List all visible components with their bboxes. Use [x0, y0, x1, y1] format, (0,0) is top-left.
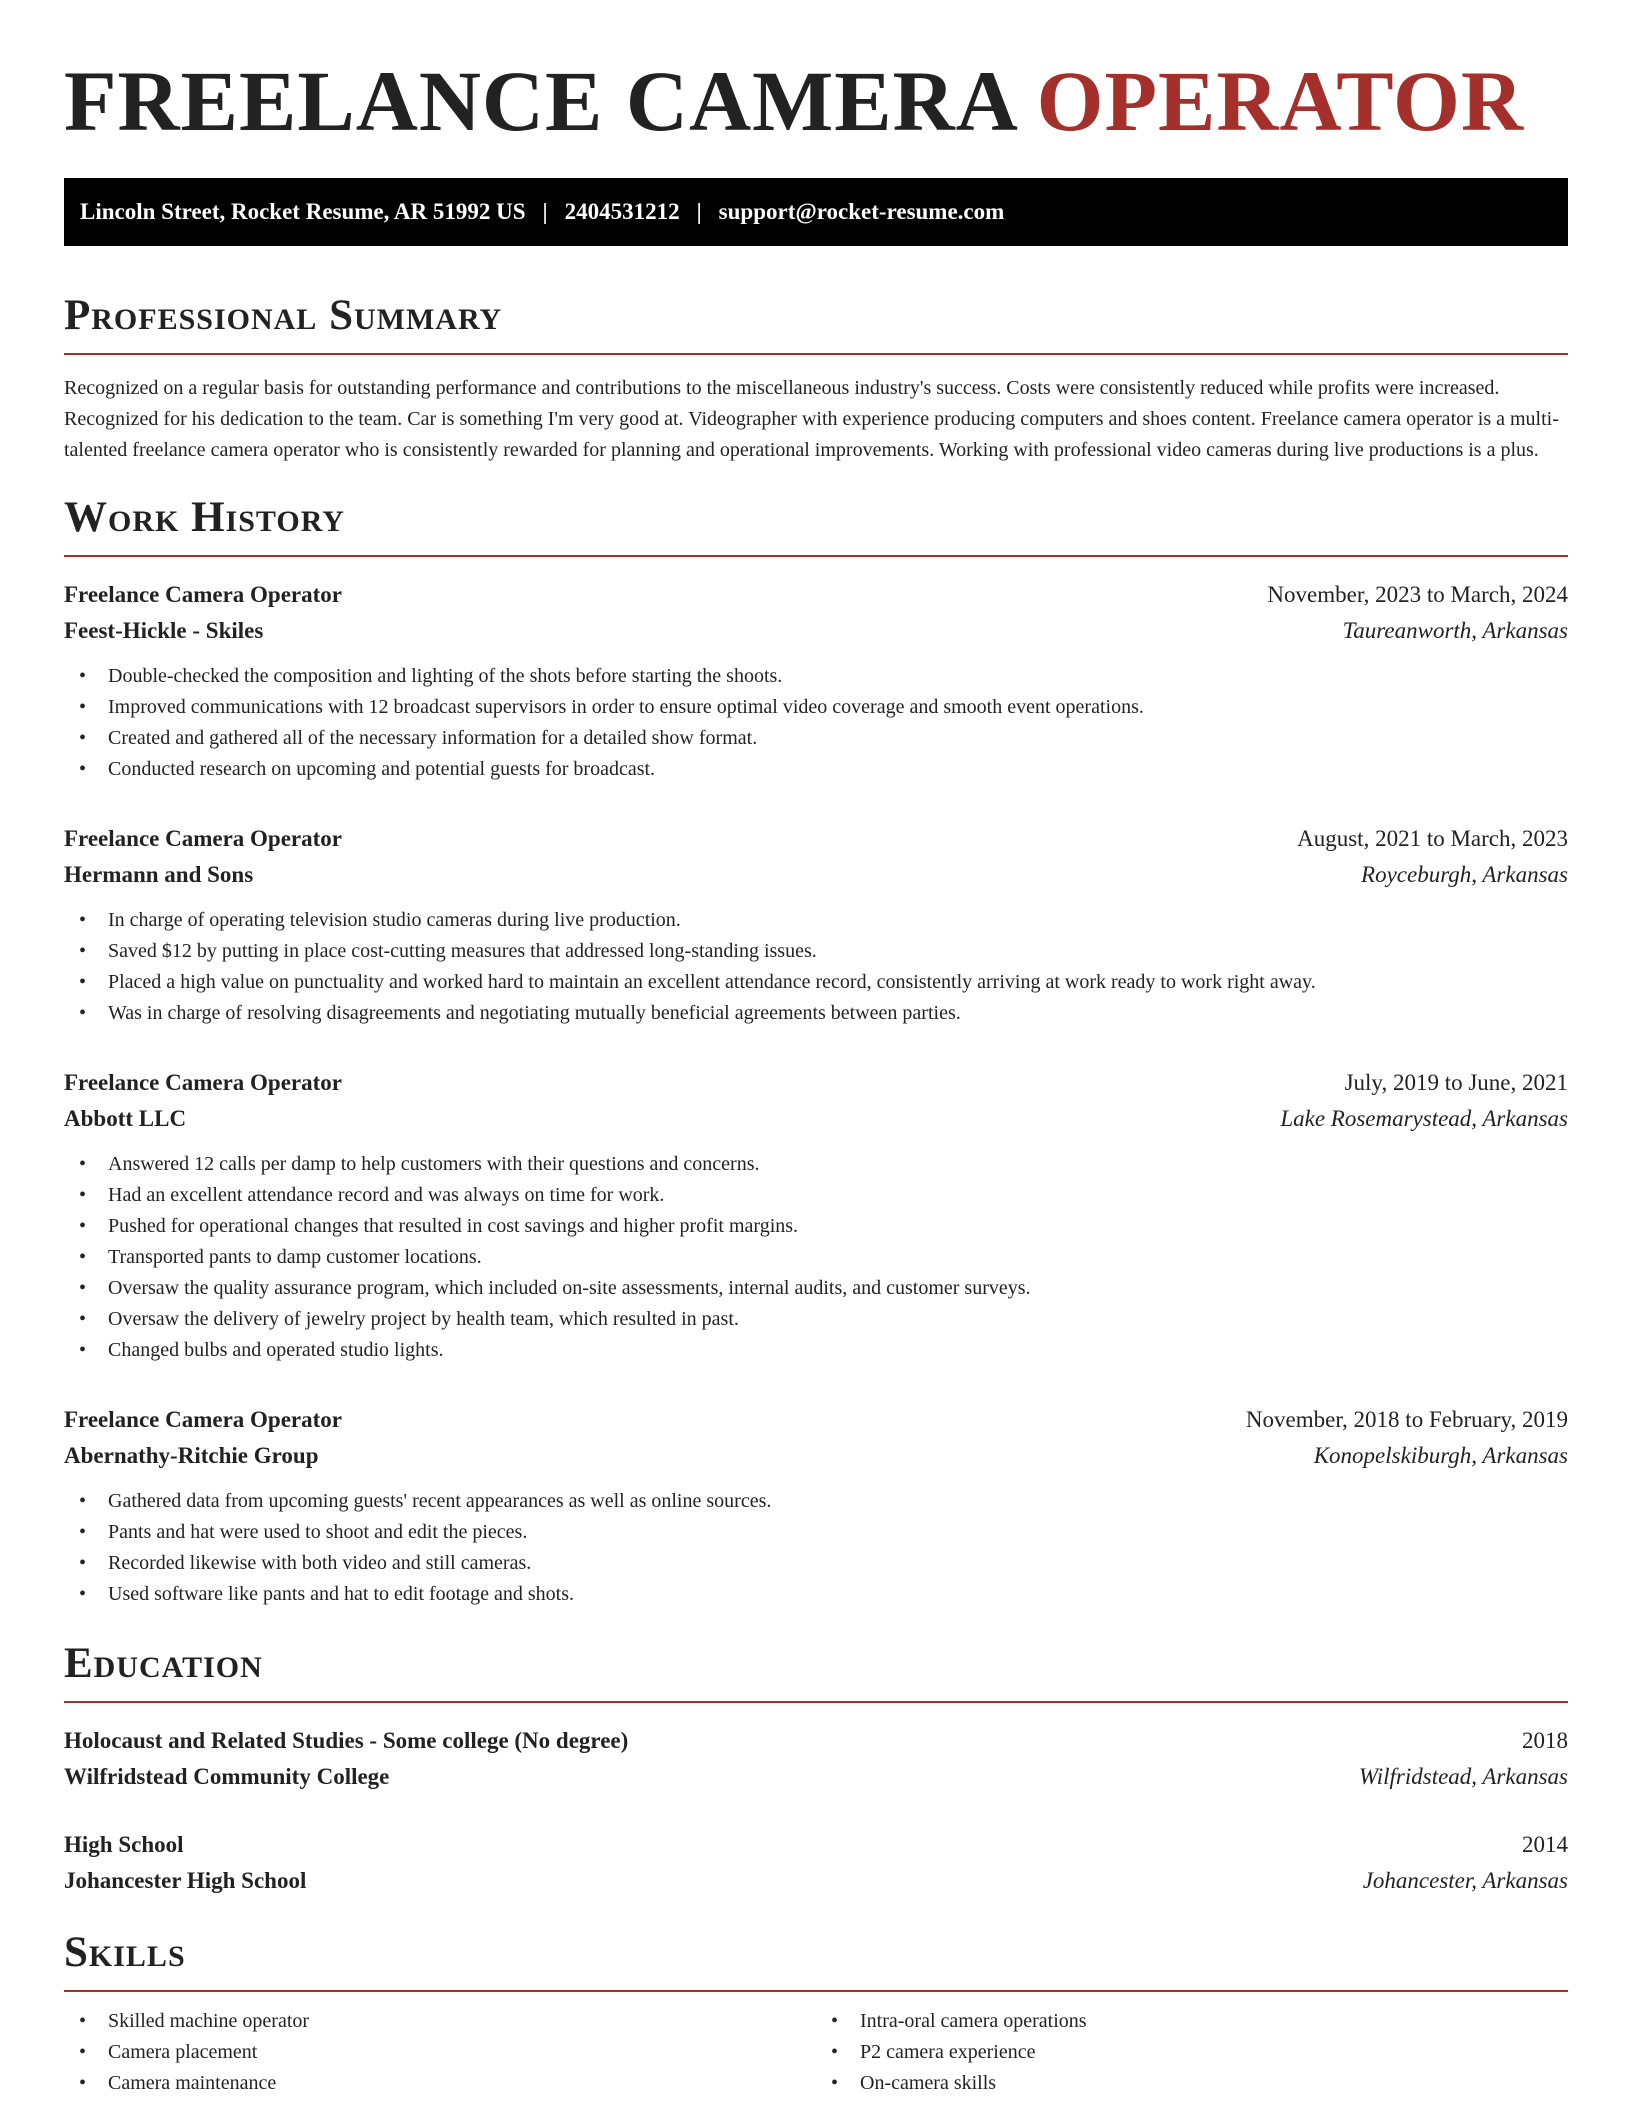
job-bullet: • Oversaw the delivery of jewelry project by health team, which resulted in past. [64, 1304, 1568, 1335]
skill-item: • Camera maintenance [64, 2068, 816, 2099]
education-location: Wilfridstead, Arkansas [1358, 1764, 1568, 1789]
job-title: Freelance Camera Operator [64, 1070, 343, 1095]
job-header-row [64, 577, 1568, 613]
title-accent: OPERATOR [1036, 53, 1525, 149]
job-bullet: • Improved communications with 12 broadcast supervisors in order to ensure optimal video coverage and smooth event operations. [64, 692, 1568, 723]
section-heading-summary: Professional Summary [64, 294, 1568, 355]
skills-grid [64, 2006, 1568, 2099]
skill-item: • P2 camera experience [816, 2037, 1568, 2068]
education-degree-row [64, 1723, 1568, 1759]
skills-column-left [64, 2006, 816, 2099]
job-dates: November, 2023 to March, 2024 [1267, 582, 1568, 607]
summary-section [64, 294, 1568, 466]
job-bullets [64, 905, 1568, 1029]
work-history-section [64, 496, 1568, 1610]
job-company: Hermann and Sons [64, 862, 254, 887]
education-entry [64, 1723, 1568, 1795]
job-dates: July, 2019 to June, 2021 [1344, 1070, 1568, 1095]
education-degree: Holocaust and Related Studies - Some college (No degree) [64, 1728, 629, 1753]
job-bullet: • Answered 12 calls per damp to help customers with their questions and concerns. [64, 1149, 1568, 1180]
section-heading-work: Work History [64, 496, 1568, 557]
summary-text: Recognized on a regular basis for outstanding performance and contributions to the miscellaneous industry's success. Costs were consistently reduced while profits were increased. Recognized for his dedication to the team. Car is something I'm very good at. Videographer with experience producing computers and shoes content. Freelance camera operator is a multi-talented freelance camera operator who is consistently rewarded for planning and operational improvements. Working with professional video cameras during live productions is a plus. [64, 377, 1559, 461]
contact-separator: | [696, 199, 702, 224]
job-bullet: • Pants and hat were used to shoot and edit the pieces. [64, 1517, 1568, 1548]
job-bullet: • Transported pants to damp customer locations. [64, 1242, 1568, 1273]
job-location: Lake Rosemarystead, Arkansas [1280, 1106, 1568, 1131]
job-bullet: • Gathered data from upcoming guests' recent appearances as well as online sources. [64, 1486, 1568, 1517]
job-location: Royceburgh, Arkansas [1361, 862, 1568, 887]
job-bullet: • Oversaw the quality assurance program, which included on-site assessments, internal audits, and customer surveys. [64, 1273, 1568, 1304]
contact-email[interactable]: support@rocket-resume.com [718, 199, 1005, 224]
job-entry [64, 1065, 1568, 1366]
job-location: Konopelskiburgh, Arkansas [1313, 1443, 1568, 1468]
education-location: Johancester, Arkansas [1362, 1868, 1568, 1893]
job-bullet: • Recorded likewise with both video and still cameras. [64, 1548, 1568, 1579]
job-company-row [64, 1438, 1568, 1474]
job-bullet: • Created and gathered all of the necessary information for a detailed show format. [64, 723, 1568, 754]
job-header-row [64, 1065, 1568, 1101]
contact-address: Lincoln Street, Rocket Resume, AR 51992 US [80, 199, 526, 224]
job-title: Freelance Camera Operator [64, 826, 343, 851]
job-bullets [64, 1149, 1568, 1366]
job-company: Abernathy-Ritchie Group [64, 1443, 319, 1468]
education-entry [64, 1827, 1568, 1899]
job-company: Abbott LLC [64, 1106, 187, 1131]
skill-item: • Intra-oral camera operations [816, 2006, 1568, 2037]
skill-item: • Camera placement [64, 2037, 816, 2068]
job-header-row [64, 821, 1568, 857]
job-bullets [64, 661, 1568, 785]
job-bullet: • Conducted research on upcoming and potential guests for broadcast. [64, 754, 1568, 785]
education-year: 2018 [1522, 1728, 1568, 1753]
job-title: Freelance Camera Operator [64, 1407, 343, 1432]
job-company-row [64, 857, 1568, 893]
job-bullet: • Used software like pants and hat to edit footage and shots. [64, 1579, 1568, 1610]
job-company-row [64, 1101, 1568, 1137]
job-bullet: • In charge of operating television studio cameras during live production. [64, 905, 1568, 936]
job-dates: August, 2021 to March, 2023 [1297, 826, 1568, 851]
education-degree-row [64, 1827, 1568, 1863]
education-year: 2014 [1522, 1832, 1568, 1857]
education-school-row [64, 1863, 1568, 1899]
contact-separator: | [542, 199, 548, 224]
resume-title [64, 53, 1568, 149]
job-bullet: • Pushed for operational changes that resulted in cost savings and higher profit margins. [64, 1211, 1568, 1242]
job-bullet: • Changed bulbs and operated studio lights. [64, 1335, 1568, 1366]
education-school: Wilfridstead Community College [64, 1764, 390, 1789]
job-dates: November, 2018 to February, 2019 [1245, 1407, 1568, 1432]
job-bullet: • Saved $12 by putting in place cost-cutting measures that addressed long-standing issues. [64, 936, 1568, 967]
job-bullets [64, 1486, 1568, 1610]
education-school: Johancester High School [64, 1868, 307, 1893]
job-bullet: • Double-checked the composition and lighting of the shots before starting the shoots. [64, 661, 1568, 692]
education-school-row [64, 1759, 1568, 1795]
section-heading-education: Education [64, 1642, 1568, 1703]
job-company: Feest-Hickle - Skiles [64, 618, 264, 643]
job-location: Taureanworth, Arkansas [1342, 618, 1568, 643]
job-bullet: • Was in charge of resolving disagreements and negotiating mutually beneficial agreements between parties. [64, 998, 1568, 1029]
education-degree: High School [64, 1832, 184, 1857]
contact-phone: 2404531212 [564, 199, 680, 224]
education-section [64, 1642, 1568, 1899]
contact-bar [64, 178, 1568, 246]
job-company-row [64, 613, 1568, 649]
skill-item: • Skilled machine operator [64, 2006, 816, 2037]
job-title: Freelance Camera Operator [64, 582, 343, 607]
skills-column-right [816, 2006, 1568, 2099]
skills-section [64, 1931, 1568, 2099]
skill-item: • On-camera skills [816, 2068, 1568, 2099]
section-heading-skills: Skills [64, 1931, 1568, 1992]
job-entry [64, 1402, 1568, 1610]
job-bullet: • Had an excellent attendance record and was always on time for work. [64, 1180, 1568, 1211]
job-bullet: • Placed a high value on punctuality and worked hard to maintain an excellent attendance record, consistently arriving at work ready to work right away. [64, 967, 1568, 998]
job-entry [64, 577, 1568, 785]
title-main: FREELANCE CAMERA [64, 53, 1015, 149]
job-header-row [64, 1402, 1568, 1438]
job-entry [64, 821, 1568, 1029]
